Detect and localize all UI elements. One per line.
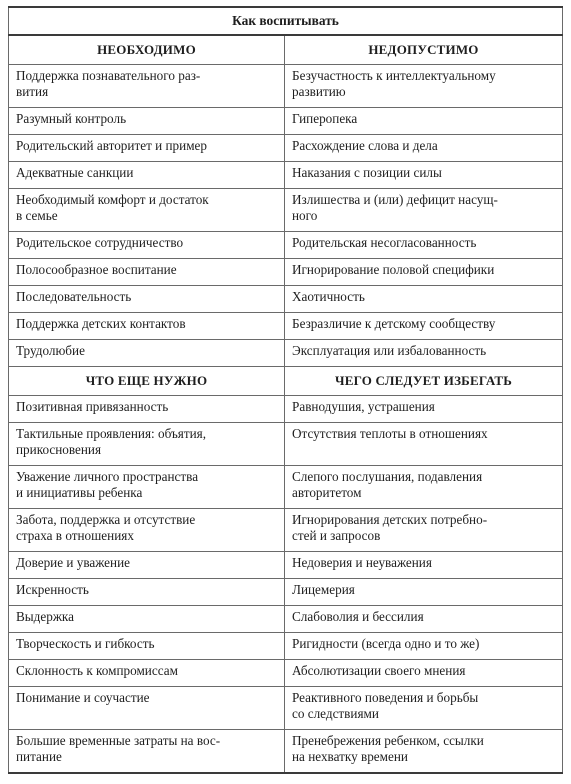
table-row	[9, 730, 563, 774]
cell-right: Равнодушия, устрашения	[285, 396, 563, 423]
table-row	[9, 509, 563, 552]
cell-right: Безразличие к детскому сообществу	[285, 313, 563, 340]
cell-left: Разумный контроль	[9, 108, 285, 135]
cell-right: Лицемерия	[285, 579, 563, 606]
cell-right: Гиперопека	[285, 108, 563, 135]
section-header-right: НЕДОПУСТИМО	[285, 35, 563, 65]
cell-right: Реактивного поведения и борьбы со следствиями	[285, 687, 563, 730]
cell-left: Последовательность	[9, 286, 285, 313]
table-row	[9, 552, 563, 579]
section-header-row	[9, 367, 563, 396]
parenting-table	[8, 6, 563, 774]
cell-right: Наказания с позиции силы	[285, 162, 563, 189]
cell-left: Необходимый комфорт и достаток в семье	[9, 189, 285, 232]
cell-left: Родительский авторитет и пример	[9, 135, 285, 162]
table-row	[9, 65, 563, 108]
cell-right: Абсолютизации своего мнения	[285, 660, 563, 687]
table-row	[9, 189, 563, 232]
cell-left: Большие временные затраты на вос- питание	[9, 730, 285, 774]
table-title-row	[9, 7, 563, 35]
cell-left: Искренность	[9, 579, 285, 606]
table-row	[9, 660, 563, 687]
table-title: Как воспитывать	[9, 7, 563, 35]
table-row	[9, 466, 563, 509]
section-header-row	[9, 35, 563, 65]
cell-left: Позитивная привязанность	[9, 396, 285, 423]
cell-left: Тактильные проявления: объятия, прикосновения	[9, 423, 285, 466]
cell-left: Трудолюбие	[9, 340, 285, 367]
table-row	[9, 396, 563, 423]
table-row	[9, 687, 563, 730]
cell-right: Слабоволия и бессилия	[285, 606, 563, 633]
cell-right: Игнорирования детских потребно- стей и запросов	[285, 509, 563, 552]
cell-right: Хаотичность	[285, 286, 563, 313]
cell-right: Родительская несогласованность	[285, 232, 563, 259]
table-row	[9, 579, 563, 606]
table-row	[9, 340, 563, 367]
cell-left: Понимание и соучастие	[9, 687, 285, 730]
table-row	[9, 259, 563, 286]
table-row	[9, 162, 563, 189]
cell-right: Излишества и (или) дефицит насущ- ного	[285, 189, 563, 232]
cell-right: Ригидности (всегда одно и то же)	[285, 633, 563, 660]
cell-left: Полосообразное воспитание	[9, 259, 285, 286]
section-header-left: НЕОБХОДИМО	[9, 35, 285, 65]
table-row	[9, 606, 563, 633]
cell-left: Забота, поддержка и отсутствие страха в отношениях	[9, 509, 285, 552]
cell-left: Поддержка детских контактов	[9, 313, 285, 340]
section-header-right: ЧЕГО СЛЕДУЕТ ИЗБЕГАТЬ	[285, 367, 563, 396]
table-row	[9, 633, 563, 660]
section-header-left: ЧТО ЕЩЕ НУЖНО	[9, 367, 285, 396]
cell-left: Доверие и уважение	[9, 552, 285, 579]
table-row	[9, 135, 563, 162]
cell-right: Слепого послушания, подавления авторитетом	[285, 466, 563, 509]
cell-left: Родительское сотрудничество	[9, 232, 285, 259]
table-body	[9, 7, 563, 773]
cell-right: Безучастность к интеллектуальному развитию	[285, 65, 563, 108]
cell-right: Недоверия и неуважения	[285, 552, 563, 579]
table-row	[9, 232, 563, 259]
cell-left: Поддержка познавательного раз- вития	[9, 65, 285, 108]
cell-left: Склонность к компромиссам	[9, 660, 285, 687]
table-row	[9, 108, 563, 135]
cell-right: Пренебрежения ребенком, ссылки на нехватку времени	[285, 730, 563, 774]
cell-left: Уважение личного пространства и инициативы ребенка	[9, 466, 285, 509]
table-row	[9, 286, 563, 313]
cell-right: Игнорирование половой специфики	[285, 259, 563, 286]
cell-left: Творческость и гибкость	[9, 633, 285, 660]
cell-right: Отсутствия теплоты в отношениях	[285, 423, 563, 466]
table-row	[9, 423, 563, 466]
table-row	[9, 313, 563, 340]
cell-right: Расхождение слова и дела	[285, 135, 563, 162]
cell-left: Адекватные санкции	[9, 162, 285, 189]
cell-right: Эксплуатация или избалованность	[285, 340, 563, 367]
document-page	[8, 6, 562, 774]
cell-left: Выдержка	[9, 606, 285, 633]
